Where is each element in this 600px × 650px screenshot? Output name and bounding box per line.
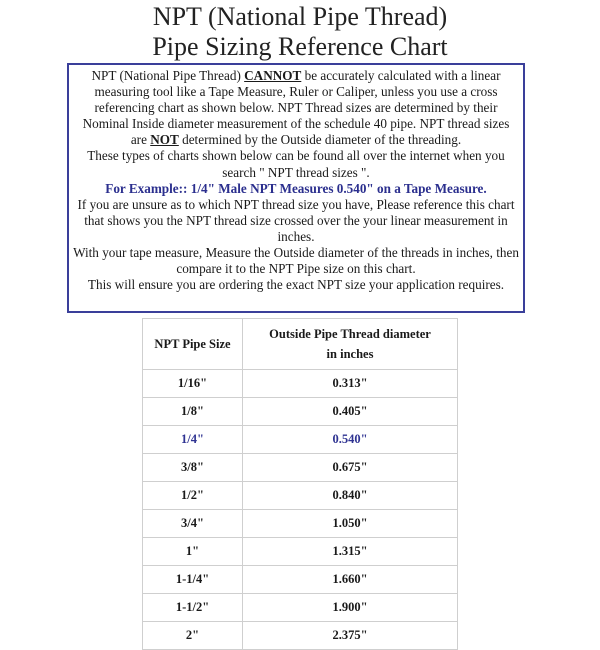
header-npt-pipe-size: NPT Pipe Size bbox=[143, 319, 243, 370]
table-row bbox=[143, 566, 458, 594]
header-od-line2: in inches bbox=[326, 347, 374, 361]
outside-diameter-cell: 0.675" bbox=[243, 454, 458, 482]
notice-paragraph-3: If you are unsure as to which NPT thread size you have, Please reference this chart that shows you the NPT thread size crossed over the your linear measurement in inches. bbox=[77, 196, 515, 244]
notice-paragraph-5: This will ensure you are ordering the exact NPT size your application requires. bbox=[87, 277, 505, 293]
page-title: NPT (National Pipe Thread) bbox=[152, 2, 448, 31]
notice-paragraph-2: These types of charts shown below can be found all over the internet when you search " NPT thread sizes ". bbox=[87, 148, 505, 180]
header-od-line1: Outside Pipe Thread diameter bbox=[269, 327, 431, 341]
outside-diameter-cell: 2.375" bbox=[243, 622, 458, 650]
pipe-size-cell: 2" bbox=[143, 622, 243, 650]
table-row bbox=[143, 454, 458, 482]
notice-text: be accurately calculated with a linear measuring tool like a Tape Measure, Ruler or Caliper, unless you use a cross referencing chart as shown below. NPT Thread sizes are determined by their Nominal Inside diameter measurement of the schedule 40 pipe. NPT thread sizes are bbox=[82, 68, 510, 148]
pipe-size-cell: 1/8" bbox=[143, 398, 243, 426]
notice-paragraph-1 bbox=[73, 68, 519, 148]
pipe-size-cell: 1/2" bbox=[143, 482, 243, 510]
outside-diameter-cell: 0.405" bbox=[243, 398, 458, 426]
table-row bbox=[143, 370, 458, 398]
notice-box bbox=[67, 63, 525, 313]
npt-size-table bbox=[142, 318, 458, 650]
table-header-row bbox=[143, 319, 458, 370]
pipe-size-cell: 3/8" bbox=[143, 454, 243, 482]
notice-text: NPT (National Pipe Thread) bbox=[91, 68, 245, 83]
table-row bbox=[143, 398, 458, 426]
header-outside-diameter bbox=[243, 319, 458, 370]
table-row bbox=[143, 426, 458, 454]
page-subtitle: Pipe Sizing Reference Chart bbox=[152, 32, 448, 61]
table-row bbox=[143, 482, 458, 510]
pipe-size-cell: 1/16" bbox=[143, 370, 243, 398]
cannot-emphasis: CANNOT bbox=[244, 68, 302, 83]
example-line: For Example:: 1/4" Male NPT Measures 0.540" on a Tape Measure. bbox=[105, 180, 487, 196]
table-row bbox=[143, 622, 458, 650]
pipe-size-cell: 1/4" bbox=[143, 426, 243, 454]
notice-text: determined by the Outside diameter of the threading. bbox=[178, 132, 462, 148]
table-row bbox=[143, 538, 458, 566]
outside-diameter-cell: 1.315" bbox=[243, 538, 458, 566]
pipe-size-cell: 1" bbox=[143, 538, 243, 566]
pipe-size-cell: 3/4" bbox=[143, 510, 243, 538]
outside-diameter-cell: 1.050" bbox=[243, 510, 458, 538]
not-emphasis: NOT bbox=[150, 132, 179, 148]
outside-diameter-cell: 1.660" bbox=[243, 566, 458, 594]
table-row bbox=[143, 510, 458, 538]
pipe-size-cell: 1-1/4" bbox=[143, 566, 243, 594]
outside-diameter-cell: 0.840" bbox=[243, 482, 458, 510]
outside-diameter-cell: 0.313" bbox=[243, 370, 458, 398]
outside-diameter-cell: 1.900" bbox=[243, 594, 458, 622]
notice-paragraph-4: With your tape measure, Measure the Outside diameter of the threads in inches, then compare it to the NPT Pipe size on this chart. bbox=[73, 245, 519, 277]
table-row bbox=[143, 594, 458, 622]
pipe-size-cell: 1-1/2" bbox=[143, 594, 243, 622]
outside-diameter-cell: 0.540" bbox=[243, 426, 458, 454]
